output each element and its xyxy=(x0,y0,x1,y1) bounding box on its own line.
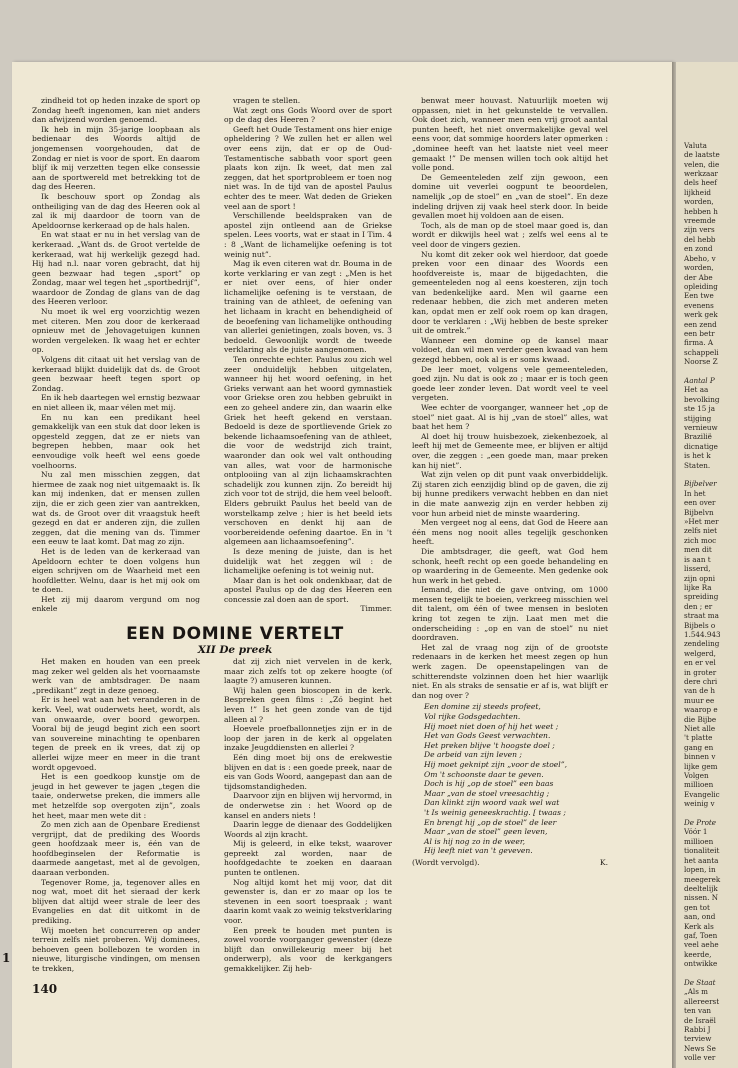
column-3-paragraph: Men vergeet nog al eens, dat God de Heere aan één mens nog nooit alles tegelijk geschonken heeft. xyxy=(412,518,608,547)
column-3-paragraph: Het zal de vraag nog zijn of de grootste redenaars in de kerken het meest zegen op hun werk zagen. De opeenstapelingen van de schitterendste volzinnen doen het hier waarlijk niet. En als straks de sensatie er af is, wat blijft er dan nog over ? xyxy=(412,642,608,700)
adjacent-page-line: „Als m xyxy=(684,987,709,997)
adjacent-page-line: nissen. N xyxy=(684,893,719,903)
poem-line: Al is hij nog zo in de weer, xyxy=(424,836,526,846)
adjacent-page-line: zijn opni xyxy=(684,573,716,583)
adjacent-page-line: den ; er xyxy=(684,601,713,611)
column-4-paragraph: Zo men zich aan de Openbare Eredienst vergrijpt, dat de prediking des Woords geen hoofdzaak meer is, één van de hoofdbeginselen der Reformatie is daarmede aangetast, met al de gevolgen, daaraan verbonden. xyxy=(32,820,200,878)
adjacent-page-line: het aanta xyxy=(684,855,719,865)
adjacent-page-line: tionaliteit xyxy=(684,846,720,856)
adjacent-page-line: allereerst xyxy=(684,996,720,1006)
adjacent-page-line: een betr xyxy=(684,328,715,338)
adjacent-page-line: vernieuw xyxy=(684,423,718,432)
column-3-paragraph: benwat meer houvast. Natuurlijk moeten wij oppassen, niet in het gekunstelde te vervallen. Ook doet zich, wanneer men een vrij groot aantal punten heeft, het niet onvermakelijke geval wel eens voor, dat sommige hoorders later opmerken : „dominee heeft van het laatste niet veel meer gemaakt !” De mensen willen toch ook altijd het volle pond. xyxy=(412,96,608,173)
magazine-page xyxy=(12,62,672,1068)
adjacent-page-line: zendeling xyxy=(684,639,720,649)
adjacent-page-line: Niet alle xyxy=(684,724,716,733)
column-2 xyxy=(224,96,392,614)
adjacent-page-line: 1.544.943 xyxy=(684,629,721,639)
adjacent-page-text xyxy=(684,122,736,1063)
adjacent-page-line: firma. A xyxy=(684,338,714,348)
to-be-continued: (Wordt vervolgd). xyxy=(412,857,480,867)
poem-line: Hij leeft niet van 't geveven. xyxy=(424,846,533,856)
adjacent-page-line: opleiding xyxy=(684,281,718,291)
column-4-paragraph: Tegenover Rome, ja, tegenover alles en nog wat, moet dit het sieraad der kerk blijven dat altijd weer strale de leer des Evangelies en dat dit uitkomt in de prediking. xyxy=(32,877,200,926)
adjacent-page-line: In het xyxy=(684,488,706,498)
adjacent-page-line: bevolking xyxy=(684,394,720,404)
adjacent-page-line: hebben h xyxy=(684,206,718,216)
column-2-paragraph: Is deze mening de juiste, dan is het duidelijk wat het zeggen wil : de lichamelijke oefening is tot weinig nut. xyxy=(224,546,392,576)
adjacent-page-line: meegerek xyxy=(684,874,721,884)
adjacent-page-line: News Se xyxy=(684,1043,716,1053)
column-3-paragraph: Toch, als de man op de stoel maar goed is, dan wordt er dikwijls heel wat ; zelfs wel eens al te veel door de vingers gezien. xyxy=(412,220,608,249)
column-1-paragraph: Nu zal men misschien zeggen, dat hiermee de zaak nog niet uitgemaakt is. Ik kan mij indenken, dat er mensen zullen zijn, die er zich geen zier van aantrekken, wat ds. de Groot over dit vraagstuk heeft gezegd en dat er anderen zijn, die zullen zeggen, dat die mening van ds. Timmer een eeuw te laat komt. Dat mag zo zijn. xyxy=(32,470,200,547)
adjacent-page-line: Vóór 1 xyxy=(684,827,708,837)
column-3-paragraph: Wat zijn velen op dit punt vaak onverbiddelijk. Zij staren zich eenzijdig blind op de gaven, die zij bij hunne predikers verwacht hebben en dan niet in die mate aanwezig zijn en verder hebben zij voor hun arbeid niet de minste waardering. xyxy=(412,470,608,518)
column-5-paragraph: Daarvoor zijn en blijven wij hervormd, in de onderwetse zin : het Woord op de kansel en anders niets ! xyxy=(224,791,392,820)
column-2-paragraph: Wat zegt ons Gods Woord over de sport op de dag des Heeren ? xyxy=(224,105,392,125)
adjacent-page-line: welgerd, xyxy=(684,648,716,658)
column-3-paragraph: Iemand, die niet de gave ontving, om 1000 mensen tegelijk te boeien, verkreeg misschien wel dit talent, om één of twee mensen in besloten kring tot zegen te zijn. Laat men met die onderscheiding : „op en van de stoel” nu niet doordraven. xyxy=(412,585,608,643)
column-2-paragraph: Verschillende beeldspraken van de apostel zijn ontleend aan de Griekse spelen. Lees voorts, wat er staat in I Tim. 4 : 8 „Want de lichamelijke oefening is tot weinig nut”. xyxy=(224,211,392,259)
column-5-paragraph: Hoevele proefballonnetjes zijn er in de loop der jaren in de kerk al opgelaten inzake Jeugddiensten en allerlei ? xyxy=(224,724,392,753)
adjacent-page-line xyxy=(684,367,736,376)
adjacent-page xyxy=(676,62,738,1068)
adjacent-page-line: worden, xyxy=(684,197,714,207)
poem-line: En brengt hij „op de stoel” de leer xyxy=(424,817,557,827)
adjacent-page-line: ten van xyxy=(684,1006,712,1016)
adjacent-page-line: dels heef xyxy=(684,178,717,188)
adjacent-page-line: lopen, in xyxy=(684,865,716,875)
side-mark: 1 xyxy=(2,951,11,965)
column-2-paragraph: vragen te stellen. xyxy=(233,96,301,105)
adjacent-page-line: zijn vers xyxy=(684,225,715,235)
author-signature: Timmer. xyxy=(360,604,392,614)
adjacent-page-line: volle ver xyxy=(684,1053,716,1063)
column-3-paragraph: Nu komt dit zeker ook wel hierdoor, dat goede preken voor een dinaar des Woords een hoofdvereiste is, maar de bijgedachten, die gemeenteleden nog al eens koesteren, zijn toch van bedenkelijke aard. Men wil gaarne een redenaar hebben, die zich met anderen meten kan, opdat men er zelf ook roem op kan dragen, door te verklaren : „Wij hebben de beste spreker uit de omtrek.” xyxy=(412,249,608,336)
adjacent-page-line: werk gek xyxy=(684,310,718,320)
column-3-paragraph: Die ambtsdrager, die geeft, wat God hem schonk, heeft recht op een goede behandeling en op waardering in de Gemeente. Men gedenke ook hun werk in het gebed. xyxy=(412,546,608,585)
adjacent-page-line: gaf, Toen xyxy=(684,930,718,940)
column-5-paragraph: Wij halen geen bioscopen in de kerk. Bespreken geen films : „Zó begint het leven !” Is het geen zonde van de tijd alleen al ? xyxy=(224,685,392,724)
adjacent-page-line: Het aa xyxy=(684,385,709,395)
adjacent-page-line: zich moc xyxy=(684,535,717,545)
column-1-paragraph: Volgens dit citaat uit het verslag van de kerkeraad blijkt duidelijk dat ds. de Groot geen bezwaar heeft tegen sport op Zondag. xyxy=(32,355,200,393)
adjacent-page-line: dicnatige xyxy=(684,441,718,451)
adjacent-page-line: Staten. xyxy=(684,460,711,470)
adjacent-page-line: muur ee xyxy=(684,695,715,705)
adjacent-page-line: lisserd, xyxy=(684,564,711,574)
adjacent-page-line: Bijbels o xyxy=(684,620,716,630)
adjacent-page-line: en zond xyxy=(684,244,713,254)
adjacent-page-line: millioen xyxy=(684,836,714,846)
adjacent-page-line: men dit xyxy=(684,545,712,555)
adjacent-page-line: ontwikke xyxy=(684,959,718,969)
column-3-paragraph: Al doet hij trouw huisbezoek, ziekenbezoek, al leeft hij met de Gemeente mee, er blijven er altijd over, die zeggen : „een goede man, maar preken kan hij niet”. xyxy=(412,431,608,470)
adjacent-page-line: in groter xyxy=(684,667,717,677)
adjacent-page-line: en er vel xyxy=(684,658,716,668)
adjacent-page-line: spreiding xyxy=(684,592,719,602)
adjacent-page-line: veel aehe xyxy=(684,940,719,950)
column-3 xyxy=(412,96,608,868)
poem-footer xyxy=(412,858,608,868)
poem-line: Hij moet geknipt zijn „voor de stoel”, xyxy=(424,759,568,769)
column-5-paragraph: Een preek te houden met punten is zowel voorde voorganger gewenster (deze blijft dan onwillekeurig meer bij het onderwerp), als voor de kerkgangers gemakkelijker. Zij heb- xyxy=(224,925,392,973)
poem-line: Vol rijke Godsgedachten. xyxy=(424,712,521,721)
column-4-paragraph: Wij moeten het concurreren op ander terrein zelfs niet proberen. Wij dominees, behoeven geen bollebozen te worden in nieuwe, liturgische vindingen, om mensen te trekken, xyxy=(32,925,200,973)
column-3-paragraph: Wee echter de voorganger, wanneer het „op de stoel” niet gaat. Al is hij „van de stoel” alles, wat baat het hem ? xyxy=(412,403,608,432)
column-5-paragraph: Eén ding moet bij ons de erekwestie blijven en dat is : een goede preek, naar de eis van Gods Woord, aangepast dan aan de tijdsomstandigheden. xyxy=(224,752,392,791)
column-2-paragraph: Maar dan is het ook ondenkbaar, dat de apostel Paulus op de dag des Heeren een concessie zal doen aan de sport. xyxy=(224,575,392,604)
adjacent-page-line: Brazilië xyxy=(684,432,712,442)
adjacent-page-line: straat ma xyxy=(684,611,719,621)
adjacent-page-line: zelfs niet xyxy=(684,526,718,536)
adjacent-page-line: binnen v xyxy=(684,752,716,762)
column-1 xyxy=(32,96,200,614)
poem-line: Het preken blijve 't hoogste doel ; xyxy=(424,740,555,750)
adjacent-page-line: een zend xyxy=(684,319,717,329)
adjacent-page-line: Valuta xyxy=(684,140,707,150)
adjacent-page-line: lijke Ra xyxy=(684,582,712,592)
column-3-paragraph: De Gemeenteleden zelf zijn gewoon, een domine uit veverlei oogpunt te beoordelen, namelijk „op de stoel” en „van de stoel”. En deze indeling drijven zij vaak heel sterk door. In beide gevallen moet hij voldoen aan de eisen. xyxy=(412,172,608,221)
column-1-paragraph: zindheid tot op heden inzake de sport op Zondag heeft ingenomen, kan niet anders dan afwijzend worden genoemd. xyxy=(32,96,200,125)
adjacent-page-line xyxy=(684,969,736,978)
column-4-paragraph: Het maken en houden van een preek mag zeker wel gelden als het voornaamste werk van de ambtsdrager. De naam „predikant” zegt in deze genoeg. xyxy=(32,657,200,695)
column-1-paragraph: En wat staat er nu in het verslag van de kerkeraad. „Want ds. de Groot vertelde de kerkeraad, wat hij werkelijk gezegd had. Hij had n.l. naar voren gebracht, dat hij geen bezwaar had tegen „sport” op Zondag, maar wel tegen het „sportbedrijf”, waardoor de Zondag de glans van de dag des Heeren verloor. xyxy=(32,230,200,307)
adjacent-page-line: die Bijbe xyxy=(684,714,717,724)
adjacent-page-line: Rabbi J xyxy=(684,1025,711,1034)
adjacent-page-line: Volgen xyxy=(684,771,709,781)
adjacent-page-line xyxy=(684,809,736,818)
adjacent-page-line: terview xyxy=(684,1034,712,1044)
adjacent-page-line: een over xyxy=(684,498,716,508)
poem-line: Een domine zij steeds profeet, xyxy=(424,702,541,712)
column-5-paragraph: Mij is geleerd, in elke tekst, waarover gepreekt zal worden, naar de hoofdgedachte te zoeken en daaraan punten te ontlenen. xyxy=(224,839,392,878)
adjacent-page-line: van de h xyxy=(684,686,716,696)
column-5 xyxy=(224,657,392,974)
column-5-paragraph: Daarin legge de dienaar des Goddelijken Woords al zijn kracht. xyxy=(224,820,392,839)
column-1-paragraph: Het zij mij daarom vergund om nog enkele xyxy=(32,594,200,614)
adjacent-page-line: gang en xyxy=(684,742,714,752)
adjacent-page-line: der Abe xyxy=(684,272,713,282)
poem-line: Dan klinkt zijn woord vaak wel wat xyxy=(424,798,560,808)
adjacent-page-line: vreemde xyxy=(684,216,716,226)
column-3-body xyxy=(412,96,608,700)
adjacent-page-line: stijging xyxy=(684,413,712,423)
adjacent-page-line: Aantal P xyxy=(684,375,715,385)
adjacent-page-line: weinig v xyxy=(684,799,715,809)
author-initial: K. xyxy=(599,857,608,867)
poem-line: De arbeid van zijn leven ; xyxy=(424,750,522,760)
adjacent-page-line: worden, xyxy=(684,263,714,273)
article-title: EEN DOMINE VERTELT xyxy=(126,624,344,644)
adjacent-page-line: deeltelijk xyxy=(684,883,718,893)
adjacent-page-line: Noorse Z xyxy=(684,357,718,367)
column-1-paragraph: En ik heb daartegen wel ernstig bezwaar en niet alleen ik, maar vélen met mij. xyxy=(32,393,200,412)
adjacent-page-line: Een twe xyxy=(684,291,714,301)
poem-line: 't Is weinig geneeskrachtig. [ twaas ; xyxy=(424,807,566,817)
column-1-paragraph: Nu moet ik wel erg voorzichtig wezen met citeren. Men zou door de kerkeraad opnieuw met de Jehovagetuigen kunnen worden vergeleken. Ik waag het er echter op. xyxy=(32,307,200,355)
adjacent-page-line: schappeli xyxy=(684,347,719,357)
adjacent-page-line: ste 15 ja xyxy=(684,404,716,414)
column-2-paragraph: Geeft het Oude Testament ons hier enige opheldering ? We zullen het er allen wel over eens zijn, dat er op de Oud-Testamentische sabbath voor sport geen plaats kon zijn. Ik weet, dat men zal zeggen, dat het sportprobleem er toen nog niet was. In de tijd van de apostel Paulus echter des te meer. Wat deden de Grieken veel aan de sport ! xyxy=(224,124,392,211)
column-3-paragraph: De leer moet, volgens vele gemeenteleden, goed zijn. Nu dat is ook zo ; maar er is toch geen goede leer zonder leven. Dat wordt veel te veel vergeten. xyxy=(412,364,608,403)
adjacent-page-line: velen, die xyxy=(684,159,720,169)
adjacent-page-line: Abeho, v xyxy=(684,253,716,263)
adjacent-page-line: aan, ond xyxy=(684,912,716,922)
column-5-paragraph: dat zij zich niet vervelen in de kerk, maar zich zelfs tot op zekere hoogte (of laagte ?) amuseren kunnen. xyxy=(224,657,392,686)
adjacent-page-line: millioen xyxy=(684,780,714,790)
adjacent-page-line: dere chri xyxy=(684,676,718,686)
poem-line: Doch is hij „op de stoel” een baas xyxy=(424,779,554,789)
poem-line: Hij moet niet doen of hij het weet ; xyxy=(424,721,559,731)
column-2-paragraph: Ten onrechte echter. Paulus zou zich wel zeer onduidelijk hebben uitgelaten, wanneer hij het woord oefening, in het Grieks verwant aan het woord gymnastiek voor Griekse oren zou hebben gebruikt in een zo geheel andere zin, dan waarin elke Griek het heeft gekend en verstaan. Bedoeld is deze de sportlievende Griek zo bekende lichaamsoefening van de athleet, die voor de wedstrijd zich traint, waaronder dan ook wel valt onthouding van alles, wat voor de harmonische ontplooiing van al zijn lichaamskrachten schadelijk zou kunnen zijn. Zo bereidt hij zich voor tot de strijd, die hem veel belooft. Elders gebruikt Paulus het beeld van de worstelkamp zelve ; hier is het beeld iets verschoven en denkt hij aan de voorbereidende oefening daartoe. En in 't algemeen aan lichaamsoefening”. xyxy=(224,355,392,547)
poem-line: Maar „van de stoel vreesachtig ; xyxy=(424,788,550,798)
adjacent-page-line xyxy=(684,131,736,140)
column-5-paragraph: Nog altijd komt het mij voor, dat dit gewenster is, dan er zo maar op los te stevenen in een soort toespraak ; want daarin komt vaak zo weinig tekstverklaring voor. xyxy=(224,877,392,926)
column-4-paragraph: Het is een goedkoop kunstje om de jeugd in het gewever te jagen „tegen die taaie, onderwetse preken, die immers alle met hetzelfde sop overgoten zijn”, zoals het heet, maar men wete dit : xyxy=(32,772,200,820)
adjacent-page-line: »Het mer xyxy=(684,517,719,527)
adjacent-page-line: Evangelic xyxy=(684,789,720,799)
adjacent-page-line: de laatste xyxy=(684,150,720,160)
adjacent-page-line: Kerk als xyxy=(684,921,714,931)
adjacent-page-line: lijkheid xyxy=(684,187,711,197)
adjacent-page-line: De Staat xyxy=(684,977,716,987)
column-4-paragraph: Er is heel wat aan het veranderen in de kerk. Veel, wat ouderwets heet, wordt, als van onwaarde, over boord geworpen. Vooral bij de jeugd begint zich een soort van souvereine minachting te openbaren tegen de preek en ik vrees, dat zij op allerlei wijze meer en meer in die trant wordt opgevoed. xyxy=(32,695,200,772)
adjacent-page-line: Bijbelvn xyxy=(684,507,714,517)
column-1-paragraph: Ik heb in mijn 35-jarige loopbaan als bedienaar des Woords altijd de jongemensen voorgehouden, dat de Zondag er niet is voor de sport. En daarom blijf ik mij verzetten tegen elke consessie aan de sportwereld met betrekking tot de dag des Heeren. xyxy=(32,124,200,192)
adjacent-page-line: is het k xyxy=(684,451,711,461)
adjacent-page-line: lijke gem xyxy=(684,761,718,771)
column-3-paragraph: Wanneer een domine op de kansel maar voldoet, dan wil men verder geen kwaad van hem gezegd hebben, ook al is er soms kwaad. xyxy=(412,335,608,365)
adjacent-page-line: werkzaar xyxy=(684,169,718,179)
poem xyxy=(424,702,608,856)
adjacent-page-line: del hebb xyxy=(684,234,716,244)
adjacent-page-line: 't platte xyxy=(684,733,713,743)
adjacent-page-line: keerde, xyxy=(684,949,712,959)
poem-line: Maar „van de stoel” geen leven, xyxy=(424,827,548,837)
article-subtitle: XII De preek xyxy=(197,644,273,656)
adjacent-page-line: De Prote xyxy=(684,818,717,828)
poem-line: Om 't schoonste daar te geven. xyxy=(424,769,544,779)
adjacent-page-line: de Israël xyxy=(684,1015,716,1025)
column-1-paragraph: En nu kan een predikant heel gemakkelijk van een stuk dat door leken is opgesteld zeggen, dat ze er niets van begrepen hebben, maar ook het eenvoudige volk heeft wel eens goede voelhoorns. xyxy=(32,412,200,470)
column-4 xyxy=(32,657,200,974)
adjacent-page-line: waarop e xyxy=(684,705,718,715)
column-2-paragraph: Mag ik even citeren wat dr. Bouma in de korte verklaring er van zegt : „Men is het er niet over eens, of hier onder lichamelijke oefening is te verstaan, de training van de athleet, de oefening van het lichaam in kracht en behendigheid of de beoefening van lichamelijke onthouding van allerlei genietingen, zoals boven, vs. 3 bedoeld. Gewoonlijk wordt de tweede verklaring als de juiste aangenomen. xyxy=(224,259,392,355)
adjacent-page-line: is aan t xyxy=(684,554,711,564)
adjacent-page-line xyxy=(684,470,736,479)
poem-line: Het van Gods Geest verwachten. xyxy=(424,731,551,741)
adjacent-page-line xyxy=(684,122,736,131)
column-1-paragraph: Het is de leden van de kerkeraad van Apeldoorn echter te doen volgens hun eigen schrijven om de Waarheid met een hoofdletter. Welnu, daar is het mij ook om te doen. xyxy=(32,546,200,595)
adjacent-page-line: Bijbelver xyxy=(684,479,717,489)
page-number: 140 xyxy=(32,982,58,996)
adjacent-page-line: evenens xyxy=(684,300,714,310)
adjacent-page-line: gen tot xyxy=(684,902,710,912)
column-1-paragraph: Ik beschouw sport op Zondag als ontheiliging van de dag des Heeren ook al zal ik mij daardoor de toorn van de Apeldoornse kerkeraad op de hals halen. xyxy=(32,191,200,230)
